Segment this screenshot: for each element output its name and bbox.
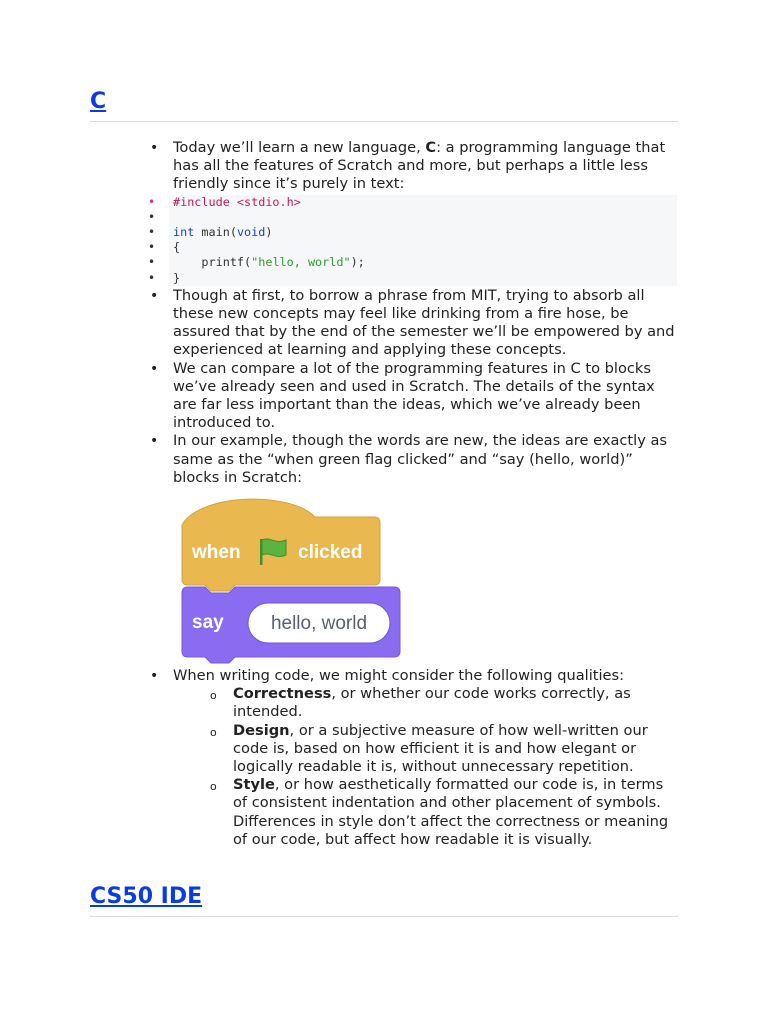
bullet-dot-icon: •	[148, 270, 156, 285]
code-kw-int: int	[173, 224, 195, 239]
bullet-dot-icon: •	[148, 224, 156, 239]
say-label: say	[192, 611, 224, 633]
code-line-6	[148, 270, 677, 286]
bullet-dot-icon: •	[150, 667, 159, 684]
code-open-brace: {	[173, 240, 181, 255]
bullet-dot-icon: •	[148, 240, 156, 255]
code-end: );	[350, 255, 365, 270]
code-line-1	[148, 194, 677, 210]
code-include: #include <stdio.h>	[173, 194, 301, 209]
scratch-blocks-image	[180, 495, 404, 667]
bullet-compare-text: We can compare a lot of the programming features in C to blocks we’ve already seen and used in Scratch. The details of the syntax are far less important than the ideas, which we’ve already been introduced to.	[173, 359, 655, 432]
code-line-4	[148, 240, 677, 255]
code-line-5	[148, 255, 677, 270]
code-line-2	[148, 209, 677, 225]
bullet-fire-hose	[150, 287, 680, 360]
heading-link-cs50-ide[interactable]: CS50 IDE	[90, 884, 203, 909]
section-heading-cs50-ide	[90, 884, 678, 917]
bullet-compare	[150, 360, 680, 433]
bullet-dot-icon: •	[150, 360, 159, 377]
intro-bold: C	[425, 139, 437, 156]
bullet-dot-icon: •	[150, 433, 159, 450]
quality-name: Style	[233, 776, 275, 794]
quality-design	[150, 722, 680, 777]
circle-bullet-icon: o	[210, 725, 217, 739]
code-main: main(	[194, 224, 237, 239]
bullet-dot-icon: •	[148, 194, 156, 209]
bullet-intro	[150, 139, 680, 194]
quality-desc: , or whether our code works correctly, as intended.	[233, 685, 631, 721]
code-close-brace: }	[173, 270, 181, 285]
bullet-fire-hose-text: Though at first, to borrow a phrase from MIT, trying to absorb all these new concepts may feel like drinking from a fire hose, be assured that by the end of the semester we’ll be empowered by and experienced at learning and applying these concepts.	[173, 286, 675, 359]
circle-bullet-icon: o	[210, 689, 217, 703]
bullet-dot-icon: •	[150, 287, 159, 304]
bullet-qualities-text: When writing code, we might consider the following qualities:	[173, 666, 625, 684]
section-content	[150, 139, 680, 849]
when-label: when	[192, 541, 241, 563]
code-kw-void: void	[236, 224, 266, 239]
bullet-dot-icon: •	[150, 140, 159, 156]
code-line-3	[148, 224, 677, 240]
code-string: "hello, world"	[251, 255, 351, 270]
section-heading-c	[90, 89, 678, 122]
bullet-example-text: In our example, though the words are new, the ideas are exactly as same as the “when green flag clicked” and “say (hello, world)” blocks in Scratch:	[173, 432, 668, 486]
bullet-example	[150, 432, 680, 487]
quality-desc: , or a subjective measure of how well-written our code is, based on how efficient it is and how elegant or logically readable it is, without unnecessary repetition.	[233, 721, 648, 775]
clicked-label: clicked	[298, 541, 363, 563]
quality-correctness	[150, 685, 680, 721]
code-printf: printf(	[173, 255, 252, 270]
intro-post: : a programming language that has all the features of Scratch and more, but perhaps a little less friendly since it’s purely in text:	[173, 139, 666, 193]
bullet-dot-icon: •	[148, 209, 156, 224]
quality-name: Design	[233, 721, 290, 739]
quality-name: Correctness	[233, 685, 332, 703]
hello-world-value: hello, world	[270, 612, 368, 634]
quality-style	[150, 776, 680, 849]
code-paren: )	[265, 224, 273, 239]
intro-pre: Today we’ll learn a new language,	[173, 139, 426, 156]
scratch-blocks-svg	[180, 495, 404, 667]
heading-link-c[interactable]: C	[90, 89, 107, 114]
bullet-dot-icon: •	[148, 255, 156, 270]
bullet-qualities	[150, 667, 680, 685]
quality-desc: , or how aesthetically formatted our code is, in terms of consistent indentation and other placement of symbols. Differences in style don’t affect the correctness or meaning of our code, but affect how readable it is visually.	[233, 776, 669, 848]
code-block	[148, 194, 677, 286]
circle-bullet-icon: o	[210, 780, 217, 794]
